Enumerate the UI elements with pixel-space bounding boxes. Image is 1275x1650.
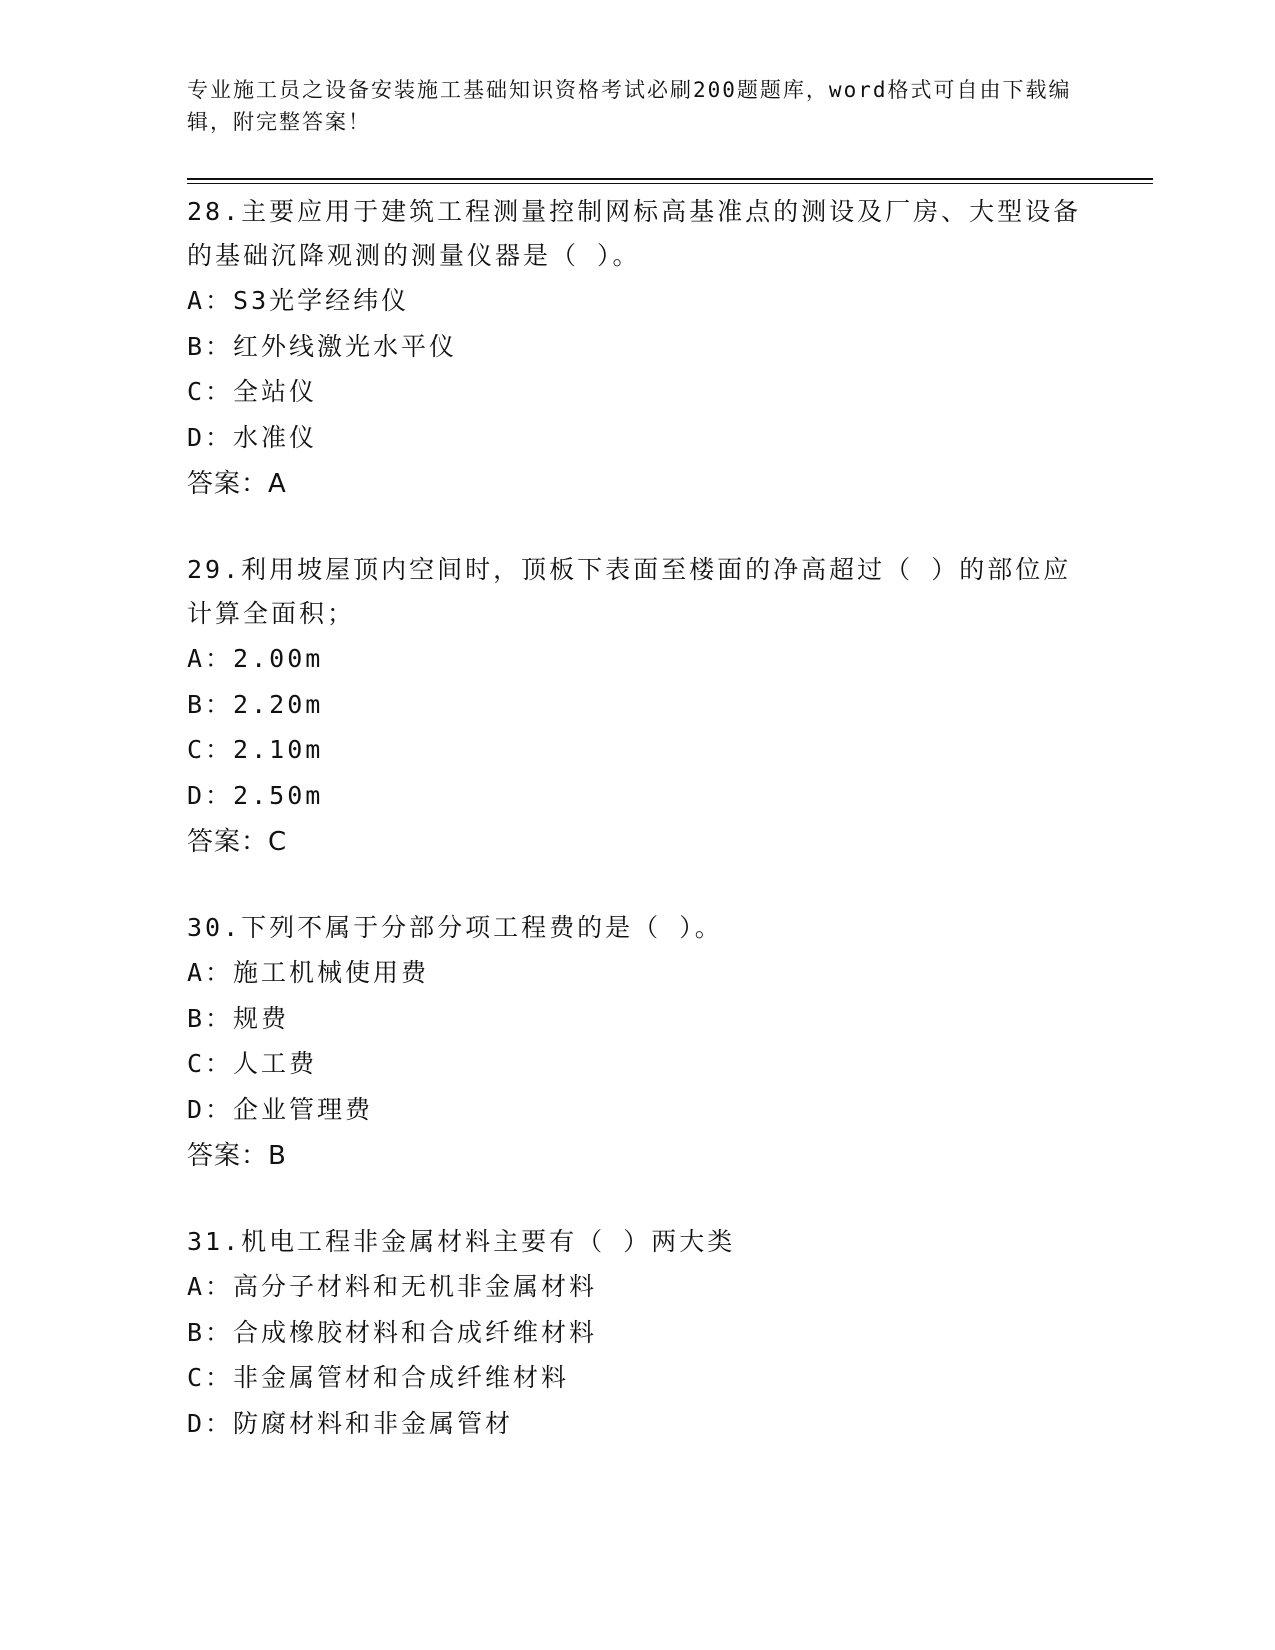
option-d: D：2.50m	[187, 780, 324, 810]
option-d: D：企业管理费	[187, 1094, 374, 1124]
option-a: A：S3光学经纬仪	[187, 286, 410, 315]
question-stem: 30.下列不属于分部分项工程费的是（ ）。	[187, 913, 723, 942]
option-a: A：高分子材料和无机非金属材料	[187, 1272, 598, 1301]
option-b: B：规费	[187, 1003, 290, 1033]
question-stem: 31.机电工程非金属材料主要有（ ）两大类	[187, 1227, 736, 1256]
answer: 答案：A	[187, 469, 287, 499]
option-c: C：人工费	[187, 1049, 318, 1078]
answer: 答案：C	[187, 827, 288, 857]
question-31	[187, 1220, 1087, 1446]
header-divider-thin	[187, 183, 1153, 184]
question-28	[187, 190, 1087, 506]
header-divider	[187, 178, 1153, 180]
option-a: A：施工机械使用费	[187, 958, 430, 987]
document-header: 专业施工员之设备安装施工基础知识资格考试必刷200题题库，word格式可自由下载编辑，附完整答案！	[187, 78, 1072, 134]
question-stem: 28.主要应用于建筑工程测量控制网标高基准点的测设及厂房、大型设备的基础沉降观测的测量仪器是（ ）。	[187, 197, 1082, 270]
question-30	[187, 906, 1087, 1178]
option-d: D：水准仪	[187, 422, 318, 452]
question-list	[187, 190, 1087, 1488]
option-d: D：防腐材料和非金属管材	[187, 1408, 514, 1438]
question-stem: 29.利用坡屋顶内空间时，顶板下表面至楼面的净高超过（ ）的部位应计算全面积；	[187, 555, 1072, 628]
option-b: B：红外线激光水平仪	[187, 331, 458, 361]
option-b: B：合成橡胶材料和合成纤维材料	[187, 1317, 598, 1347]
option-c: C：全站仪	[187, 377, 318, 406]
answer: 答案：B	[187, 1141, 287, 1171]
option-c: C：非金属管材和合成纤维材料	[187, 1363, 570, 1392]
option-c: C：2.10m	[187, 735, 324, 764]
option-b: B：2.20m	[187, 689, 324, 719]
option-a: A：2.00m	[187, 644, 324, 673]
question-29	[187, 548, 1087, 864]
